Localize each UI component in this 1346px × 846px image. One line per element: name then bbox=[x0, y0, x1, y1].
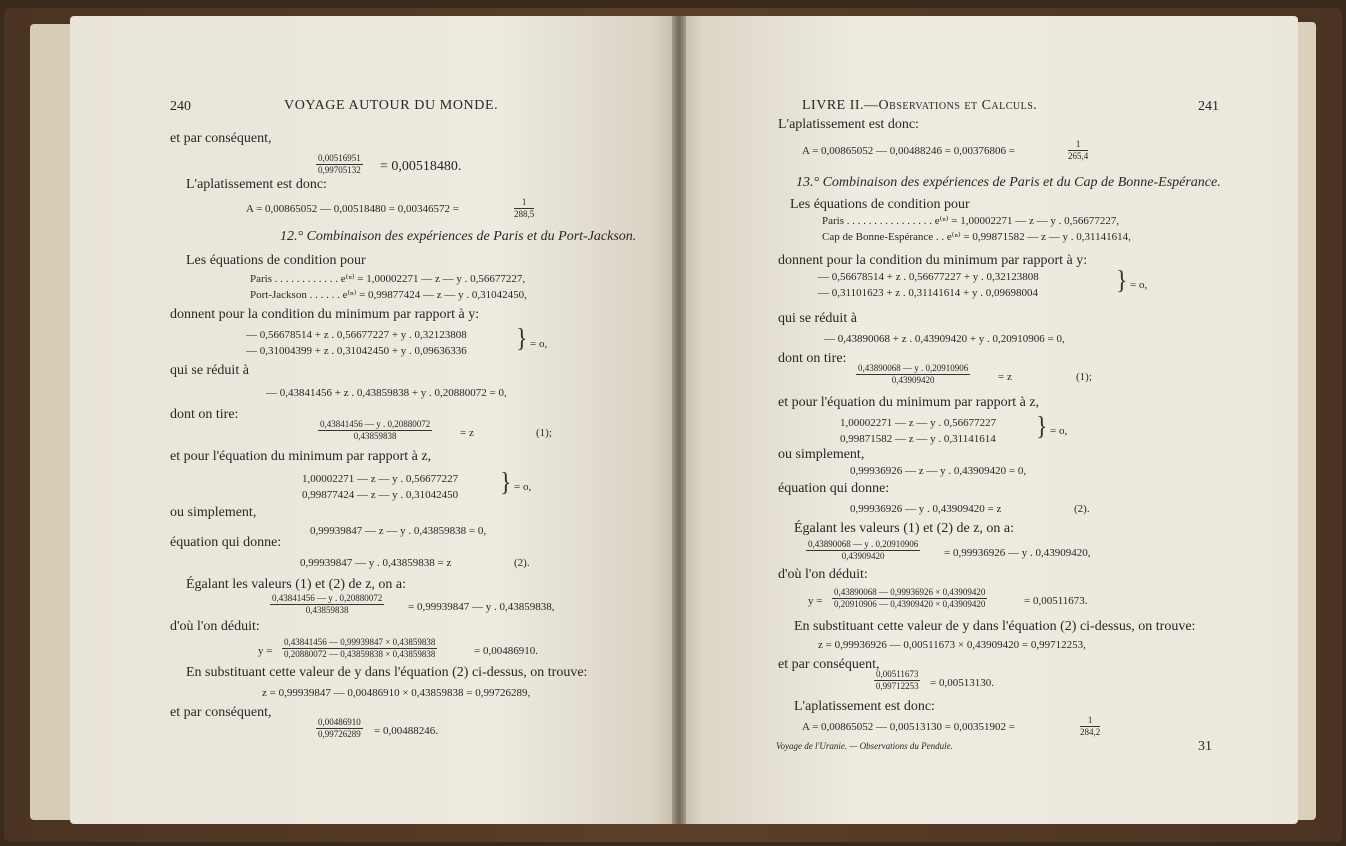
text-line: donnent pour la condition du minimum par rapport à y: bbox=[170, 307, 480, 322]
equation: = 0,99939847 — y . 0,43859838, bbox=[408, 601, 555, 613]
running-head-right: LIVRE II.—Observations et Calculs. bbox=[802, 98, 1038, 113]
text-line: qui se réduit à bbox=[170, 363, 249, 378]
equation: 0,99939847 — z — y . 0,43859838 = 0, bbox=[310, 525, 487, 537]
equation: 0,99936926 — z — y . 0,43909420 = 0, bbox=[850, 465, 1027, 477]
text-line: et par conséquent, bbox=[170, 131, 272, 146]
signature-mark: 31 bbox=[1198, 739, 1212, 754]
section-title: 13.° Combinaison des expériences de Paris et du Cap de Bonne-Espérance. bbox=[796, 175, 1221, 190]
equation: = 0,00488246. bbox=[374, 725, 438, 737]
equation: z = 0,99936926 — 0,00511673 × 0,43909420 = 0,99712253, bbox=[818, 639, 1086, 651]
text-line: L'aplatissement est donc: bbox=[778, 117, 919, 132]
equation: y = bbox=[808, 595, 823, 607]
text-line: Les équations de condition pour bbox=[790, 197, 970, 212]
right-page bbox=[678, 16, 1298, 824]
text-line: Les équations de condition pour bbox=[186, 253, 366, 268]
fraction: $\frac{0,43841456 — y . 0,20880072}{0,43859838}$ bbox=[272, 593, 383, 615]
equation: = o, bbox=[514, 481, 532, 493]
equation: Paris . . . . . . . . . . . . e⁽ⁿ⁾ = 1,00002271 — z — y . 0,56677227, bbox=[250, 273, 526, 285]
equation: = o, bbox=[530, 338, 548, 350]
equation: — 0,56678514 + z . 0,56677227 + y . 0,32123808 bbox=[818, 271, 1039, 283]
equation: = 0,00513130. bbox=[930, 677, 994, 689]
equation: = 0,00486910. bbox=[474, 645, 538, 657]
equation-tag: (2). bbox=[514, 557, 530, 569]
text-line: et pour l'équation du minimum par rapport à z, bbox=[778, 395, 1040, 410]
equation: Port-Jackson . . . . . . e⁽ⁿ⁾ = 0,99877424 — z — y . 0,31042450, bbox=[250, 289, 527, 301]
equation: — 0,43890068 + z . 0,43909420 + y . 0,20910906 = 0, bbox=[824, 333, 1065, 345]
fraction: $\frac{0,43890068 — 0,99936926 \times 0,43909420}{0,20910906 — 0,43909420 \times 0,43909420}$ bbox=[834, 587, 986, 609]
fraction: $\frac{0,43841456 — 0,99939847 \times 0,43859838}{0,20880072 — 0,43859838 \times 0,43859838}$ bbox=[284, 637, 436, 659]
equation-tag: (2). bbox=[1074, 503, 1090, 515]
equation: = 0,00511673. bbox=[1024, 595, 1088, 607]
text-line: et pour l'équation du minimum par rapport à z, bbox=[170, 449, 432, 464]
fraction: $\frac{1}{265,4}$ bbox=[1068, 139, 1089, 161]
equation: A = 0,00865052 — 0,00518480 = 0,00346572 = bbox=[246, 203, 459, 215]
fraction: $\frac{1}{284,2}$ bbox=[1080, 715, 1101, 737]
fraction: $\frac{1}{288,5}$ bbox=[514, 197, 535, 219]
equation-tag: (1); bbox=[536, 427, 552, 439]
fraction: $\frac{0,00511673}{0,99712253}$ bbox=[875, 669, 919, 691]
fraction: $\frac{0,00516951}{0,99705132}$ bbox=[318, 153, 361, 175]
equation: 1,00002271 — z — y . 0,56677227 bbox=[302, 473, 459, 485]
text-line: et par conséquent, bbox=[778, 657, 880, 672]
text-line: équation qui donne: bbox=[778, 481, 890, 496]
text-line: ou simplement, bbox=[778, 447, 865, 462]
running-head-left: VOYAGE AUTOUR DU MONDE. bbox=[284, 98, 499, 113]
text-line: d'où l'on déduit: bbox=[170, 619, 260, 634]
text-line: ou simplement, bbox=[170, 505, 257, 520]
text-line: En substituant cette valeur de y dans l'équation (2) ci-dessus, on trouve: bbox=[186, 665, 588, 680]
fraction: $\frac{0,43890068 — y . 0,20910906}{0,43909420}$ bbox=[808, 539, 919, 561]
equation: — 0,56678514 + z . 0,56677227 + y . 0,32123808 bbox=[246, 329, 467, 341]
text-line: = 0,00518480. bbox=[380, 159, 462, 174]
equation: = z bbox=[460, 427, 474, 439]
brace: } bbox=[1116, 266, 1128, 296]
text-line: et par conséquent, bbox=[170, 705, 272, 720]
equation: Cap de Bonne-Espérance . . e⁽ⁿ⁾ = 0,99871582 — z — y . 0,31141614, bbox=[822, 231, 1131, 243]
equation: z = 0,99939847 — 0,00486910 × 0,43859838 = 0,99726289, bbox=[262, 687, 531, 699]
text-line: L'aplatissement est donc: bbox=[794, 699, 935, 714]
equation: Paris . . . . . . . . . . . . . . . . e⁽ⁿ⁾ = 1,00002271 — z — y . 0,56677227, bbox=[822, 215, 1120, 227]
text-line: dont on tire: bbox=[170, 407, 239, 422]
text-line: En substituant cette valeur de y dans l'équation (2) ci-dessus, on trouve: bbox=[794, 619, 1196, 634]
page-number-left: 240 bbox=[170, 99, 191, 114]
page-number-right: 241 bbox=[1198, 99, 1219, 114]
equation: — 0,31004399 + z . 0,31042450 + y . 0,09636336 bbox=[246, 345, 467, 357]
equation: 0,99936926 — y . 0,43909420 = z bbox=[850, 503, 1002, 515]
left-page bbox=[70, 16, 678, 824]
text-line: donnent pour la condition du minimum par rapport à y: bbox=[778, 253, 1088, 268]
equation: = o, bbox=[1130, 279, 1148, 291]
equation: = o, bbox=[1050, 425, 1068, 437]
page-footer: Voyage de l'Uranie. — Observations du Pendule. bbox=[776, 741, 953, 751]
fraction: $\frac{0,43841456 — y . 0,20880072}{0,43859838}$ bbox=[320, 419, 431, 441]
page-edges-right bbox=[1296, 22, 1316, 820]
equation: = z bbox=[998, 371, 1012, 383]
fraction: $\frac{0,43890068 — y . 0,20910906}{0,43909420}$ bbox=[858, 363, 969, 385]
text-line: d'où l'on déduit: bbox=[778, 567, 868, 582]
brace: } bbox=[516, 324, 528, 354]
text-line: Égalant les valeurs (1) et (2) de z, on a: bbox=[794, 521, 1015, 536]
section-title: 12.° Combinaison des expériences de Paris et du Port-Jackson. bbox=[280, 229, 637, 244]
text-line: dont on tire: bbox=[778, 351, 847, 366]
text-line: qui se réduit à bbox=[778, 311, 857, 326]
fraction: $\frac{0,00486910}{0,99726289}$ bbox=[318, 717, 361, 739]
book-gutter bbox=[672, 16, 686, 824]
brace: } bbox=[500, 468, 512, 498]
equation: — 0,31101623 + z . 0,31141614 + y . 0,09698004 bbox=[818, 287, 1038, 299]
text-line: Égalant les valeurs (1) et (2) de z, on a: bbox=[186, 577, 407, 592]
page-edges-left bbox=[30, 24, 74, 820]
equation: 0,99939847 — y . 0,43859838 = z bbox=[300, 557, 452, 569]
brace: } bbox=[1036, 412, 1048, 442]
equation: A = 0,00865052 — 0,00488246 = 0,00376806 = bbox=[802, 145, 1015, 157]
equation: 1,00002271 — z — y . 0,56677227 bbox=[840, 417, 997, 429]
equation: — 0,43841456 + z . 0,43859838 + y . 0,20880072 = 0, bbox=[266, 387, 507, 399]
equation: y = bbox=[258, 645, 273, 657]
text-line: équation qui donne: bbox=[170, 535, 282, 550]
text-line: L'aplatissement est donc: bbox=[186, 177, 327, 192]
equation: = 0,99936926 — y . 0,43909420, bbox=[944, 547, 1091, 559]
equation: A = 0,00865052 — 0,00513130 = 0,00351902 = bbox=[802, 721, 1015, 733]
equation: 0,99871582 — z — y . 0,31141614 bbox=[840, 433, 996, 445]
equation-tag: (1); bbox=[1076, 371, 1092, 383]
equation: 0,99877424 — z — y . 0,31042450 bbox=[302, 489, 459, 501]
